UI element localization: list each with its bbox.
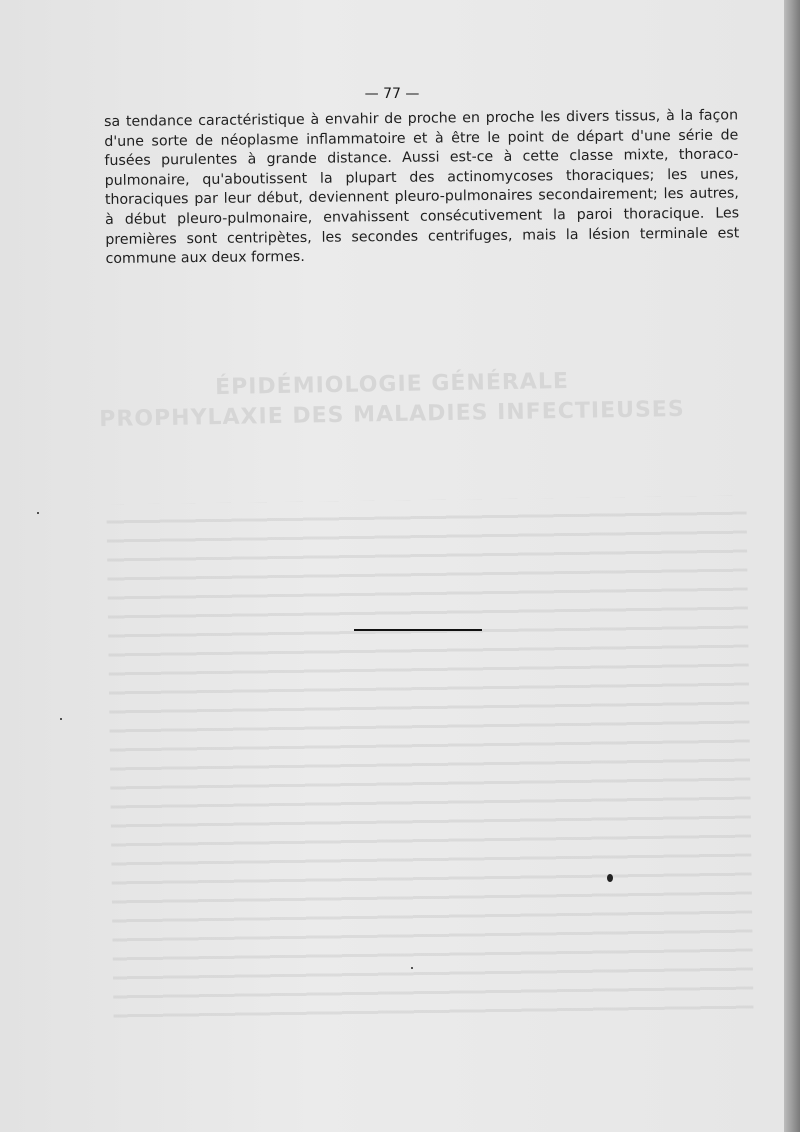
bleed-through-text: PROPHYLAXIE DES MALADIES INFECTIEUSES [99,396,685,433]
bleed-through-lines [106,496,753,1025]
section-rule [354,629,482,631]
ink-speck [411,967,413,969]
page-edge-shadow [784,0,800,1132]
ink-speck [60,718,62,720]
body-paragraph: sa tendance caractéristique à envahir de proche en proche les divers tissus, à la façon d'une sorte de néoplasme inflammatoire et à être le point de départ d'une série de fusées purulentes à grande distance. Aussi est-ce à cette classe mixte, thoraco-pulmonaire, qu'aboutissent la plupart des actinomycoses thoraciques; les unes, thoraciques par leur début, deviennent pleuro-pulmonaires secondairement; les autres, à début pleuro-pulmonaire, envahissent consécutivement la paroi thoracique. Les premières sont centripètes, les secondes centrifuges, mais la lésion terminale est commune aux deux formes. [104,107,740,268]
ink-speck [37,512,39,514]
ink-speck [607,874,613,882]
bleed-through-text: ÉPIDÉMIOLOGIE GÉNÉRALE [214,368,570,401]
page-number: — 77 — [364,86,420,102]
